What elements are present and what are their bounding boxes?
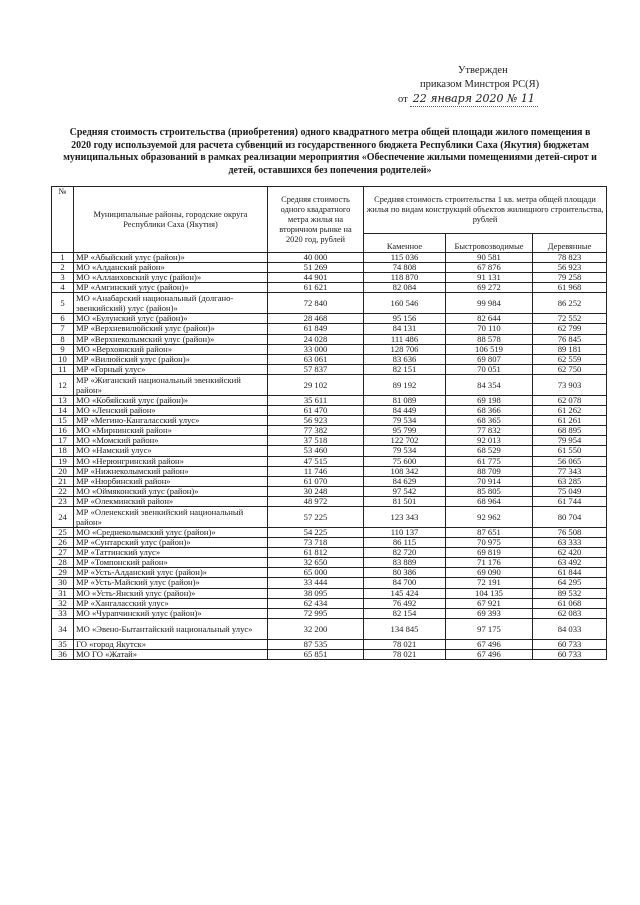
table-row bbox=[52, 395, 607, 405]
row-wood-cost: 62 083 bbox=[533, 608, 607, 618]
row-name: МР «Олекминский район» bbox=[74, 496, 268, 506]
row-stone-cost: 115 036 bbox=[364, 253, 446, 263]
row-name: МР «Верхнеколымский улус (район)» bbox=[74, 334, 268, 344]
row-wood-cost: 73 903 bbox=[533, 374, 607, 395]
table-row bbox=[52, 446, 607, 456]
row-secondary-cost: 28 468 bbox=[268, 314, 364, 324]
row-wood-cost: 79 954 bbox=[533, 436, 607, 446]
header-name: Муниципальные районы, городские округа Республики Саха (Якутия) bbox=[74, 187, 268, 253]
row-name: МР «Усть-Майский улус (район)» bbox=[74, 578, 268, 588]
row-stone-cost: 134 845 bbox=[364, 618, 446, 639]
row-fast-cost: 68 366 bbox=[446, 406, 533, 416]
table-row bbox=[52, 618, 607, 639]
row-wood-cost: 86 252 bbox=[533, 293, 607, 314]
row-wood-cost: 76 508 bbox=[533, 527, 607, 537]
row-wood-cost: 61 968 bbox=[533, 283, 607, 293]
row-fast-cost: 104 135 bbox=[446, 588, 533, 598]
row-number: 7 bbox=[52, 324, 74, 334]
row-number: 9 bbox=[52, 344, 74, 354]
row-fast-cost: 97 175 bbox=[446, 618, 533, 639]
row-fast-cost: 69 272 bbox=[446, 283, 533, 293]
row-stone-cost: 82 720 bbox=[364, 548, 446, 558]
row-name: МР «Нюрбинский район» bbox=[74, 476, 268, 486]
row-fast-cost: 87 651 bbox=[446, 527, 533, 537]
row-stone-cost: 95 156 bbox=[364, 314, 446, 324]
row-fast-cost: 99 984 bbox=[446, 293, 533, 314]
row-secondary-cost: 61 621 bbox=[268, 283, 364, 293]
row-wood-cost: 56 923 bbox=[533, 263, 607, 273]
table-row bbox=[52, 374, 607, 395]
row-secondary-cost: 37 518 bbox=[268, 436, 364, 446]
row-number: 22 bbox=[52, 486, 74, 496]
row-wood-cost: 63 492 bbox=[533, 558, 607, 568]
row-number: 32 bbox=[52, 598, 74, 608]
table-row bbox=[52, 406, 607, 416]
row-fast-cost: 69 393 bbox=[446, 608, 533, 618]
row-stone-cost: 78 021 bbox=[364, 639, 446, 649]
row-secondary-cost: 48 972 bbox=[268, 496, 364, 506]
row-fast-cost: 84 354 bbox=[446, 374, 533, 395]
row-fast-cost: 67 496 bbox=[446, 639, 533, 649]
row-secondary-cost: 29 102 bbox=[268, 374, 364, 395]
row-number: 11 bbox=[52, 364, 74, 374]
row-number: 31 bbox=[52, 588, 74, 598]
row-number: 30 bbox=[52, 578, 74, 588]
table-row bbox=[52, 538, 607, 548]
row-secondary-cost: 61 812 bbox=[268, 548, 364, 558]
table-row bbox=[52, 588, 607, 598]
row-stone-cost: 82 151 bbox=[364, 364, 446, 374]
row-stone-cost: 111 486 bbox=[364, 334, 446, 344]
row-secondary-cost: 61 849 bbox=[268, 324, 364, 334]
row-secondary-cost: 33 444 bbox=[268, 578, 364, 588]
table-row bbox=[52, 558, 607, 568]
row-wood-cost: 89 181 bbox=[533, 344, 607, 354]
row-wood-cost: 61 261 bbox=[533, 416, 607, 426]
table-row bbox=[52, 456, 607, 466]
row-fast-cost: 61 775 bbox=[446, 456, 533, 466]
table-row bbox=[52, 506, 607, 527]
row-fast-cost: 72 191 bbox=[446, 578, 533, 588]
row-number: 12 bbox=[52, 374, 74, 395]
row-wood-cost: 60 733 bbox=[533, 649, 607, 659]
row-wood-cost: 64 295 bbox=[533, 578, 607, 588]
row-fast-cost: 92 962 bbox=[446, 506, 533, 527]
row-stone-cost: 118 870 bbox=[364, 273, 446, 283]
approval-date-prefix: от bbox=[398, 94, 408, 105]
row-name: МР «Верхневилюйский улус (район)» bbox=[74, 324, 268, 334]
row-number: 16 bbox=[52, 426, 74, 436]
row-secondary-cost: 40 000 bbox=[268, 253, 364, 263]
row-secondary-cost: 62 434 bbox=[268, 598, 364, 608]
row-stone-cost: 108 342 bbox=[364, 466, 446, 476]
row-secondary-cost: 72 995 bbox=[268, 608, 364, 618]
approval-stamp bbox=[398, 64, 598, 107]
row-wood-cost: 75 049 bbox=[533, 486, 607, 496]
row-number: 35 bbox=[52, 639, 74, 649]
row-wood-cost: 62 420 bbox=[533, 548, 607, 558]
row-secondary-cost: 65 851 bbox=[268, 649, 364, 659]
row-stone-cost: 79 534 bbox=[364, 416, 446, 426]
table-row bbox=[52, 568, 607, 578]
table-row bbox=[52, 476, 607, 486]
row-secondary-cost: 73 718 bbox=[268, 538, 364, 548]
row-secondary-cost: 63 061 bbox=[268, 354, 364, 364]
row-stone-cost: 128 706 bbox=[364, 344, 446, 354]
table-row bbox=[52, 273, 607, 283]
row-wood-cost: 76 845 bbox=[533, 334, 607, 344]
row-secondary-cost: 32 200 bbox=[268, 618, 364, 639]
table-row bbox=[52, 578, 607, 588]
row-stone-cost: 81 089 bbox=[364, 395, 446, 405]
header-stone: Каменное bbox=[364, 234, 446, 253]
row-secondary-cost: 57 837 bbox=[268, 364, 364, 374]
row-stone-cost: 82 084 bbox=[364, 283, 446, 293]
row-wood-cost: 62 799 bbox=[533, 324, 607, 334]
header-fast: Быстровозводимые bbox=[446, 234, 533, 253]
row-stone-cost: 76 492 bbox=[364, 598, 446, 608]
row-number: 17 bbox=[52, 436, 74, 446]
row-fast-cost: 70 975 bbox=[446, 538, 533, 548]
row-stone-cost: 86 115 bbox=[364, 538, 446, 548]
row-name: МО «Булунский улус (район)» bbox=[74, 314, 268, 324]
row-fast-cost: 92 013 bbox=[446, 436, 533, 446]
row-stone-cost: 80 386 bbox=[364, 568, 446, 578]
row-secondary-cost: 87 535 bbox=[268, 639, 364, 649]
row-stone-cost: 79 534 bbox=[364, 446, 446, 456]
row-fast-cost: 68 529 bbox=[446, 446, 533, 456]
row-number: 4 bbox=[52, 283, 74, 293]
row-number: 20 bbox=[52, 466, 74, 476]
header-secondary-market: Средняя стоимость одного квадратного метра жилья на вторичном рынке на 2020 год, рублей bbox=[268, 187, 364, 253]
row-number: 19 bbox=[52, 456, 74, 466]
row-wood-cost: 77 343 bbox=[533, 466, 607, 476]
row-secondary-cost: 38 095 bbox=[268, 588, 364, 598]
row-name: МО «Эвено-Бытантайский национальный улус» bbox=[74, 618, 268, 639]
row-wood-cost: 62 750 bbox=[533, 364, 607, 374]
row-fast-cost: 88 578 bbox=[446, 334, 533, 344]
row-fast-cost: 70 914 bbox=[446, 476, 533, 486]
row-number: 1 bbox=[52, 253, 74, 263]
row-stone-cost: 78 021 bbox=[364, 649, 446, 659]
row-name: МР «Оленекский эвенкийский национальный район» bbox=[74, 506, 268, 527]
row-name: МО «Момский район» bbox=[74, 436, 268, 446]
row-wood-cost: 61 844 bbox=[533, 568, 607, 578]
row-stone-cost: 82 154 bbox=[364, 608, 446, 618]
row-fast-cost: 68 964 bbox=[446, 496, 533, 506]
row-secondary-cost: 77 382 bbox=[268, 426, 364, 436]
table-row bbox=[52, 364, 607, 374]
row-name: МР «Абыйский улус (район)» bbox=[74, 253, 268, 263]
row-name: МО «Оймяконский улус (район)» bbox=[74, 486, 268, 496]
table-row bbox=[52, 608, 607, 618]
row-number: 34 bbox=[52, 618, 74, 639]
row-fast-cost: 69 090 bbox=[446, 568, 533, 578]
approval-handwritten-date: 22 января 2020 № 11 bbox=[410, 92, 538, 107]
row-number: 28 bbox=[52, 558, 74, 568]
row-wood-cost: 61 744 bbox=[533, 496, 607, 506]
row-number: 27 bbox=[52, 548, 74, 558]
table-row bbox=[52, 253, 607, 263]
row-wood-cost: 60 733 bbox=[533, 639, 607, 649]
row-secondary-cost: 51 269 bbox=[268, 263, 364, 273]
row-number: 10 bbox=[52, 354, 74, 364]
row-secondary-cost: 65 000 bbox=[268, 568, 364, 578]
row-name: МО «Анабарский национальный (долгано-эвенкийский) улус (район)» bbox=[74, 293, 268, 314]
row-stone-cost: 84 700 bbox=[364, 578, 446, 588]
row-number: 36 bbox=[52, 649, 74, 659]
row-number: 33 bbox=[52, 608, 74, 618]
row-stone-cost: 89 192 bbox=[364, 374, 446, 395]
row-number: 23 bbox=[52, 496, 74, 506]
table-row bbox=[52, 486, 607, 496]
row-name: МР «Таттинский улус» bbox=[74, 548, 268, 558]
row-wood-cost: 61 262 bbox=[533, 406, 607, 416]
table-row bbox=[52, 436, 607, 446]
row-secondary-cost: 61 470 bbox=[268, 406, 364, 416]
row-wood-cost: 68 895 bbox=[533, 426, 607, 436]
row-wood-cost: 80 704 bbox=[533, 506, 607, 527]
row-name: МО «Алданский район» bbox=[74, 263, 268, 273]
row-stone-cost: 97 542 bbox=[364, 486, 446, 496]
table-row bbox=[52, 496, 607, 506]
row-number: 21 bbox=[52, 476, 74, 486]
row-fast-cost: 69 198 bbox=[446, 395, 533, 405]
row-stone-cost: 110 137 bbox=[364, 527, 446, 537]
row-number: 24 bbox=[52, 506, 74, 527]
row-fast-cost: 106 519 bbox=[446, 344, 533, 354]
header-construction-group: Средняя стоимость строительства 1 кв. метра общей площади жилья по видам конструкций объектов жилищного строительства, рублей bbox=[364, 187, 607, 234]
row-wood-cost: 63 333 bbox=[533, 538, 607, 548]
row-stone-cost: 84 449 bbox=[364, 406, 446, 416]
row-fast-cost: 67 921 bbox=[446, 598, 533, 608]
row-secondary-cost: 11 746 bbox=[268, 466, 364, 476]
table-row bbox=[52, 548, 607, 558]
row-wood-cost: 79 258 bbox=[533, 273, 607, 283]
row-name: МР «Вилюйский улус (район)» bbox=[74, 354, 268, 364]
row-stone-cost: 83 636 bbox=[364, 354, 446, 364]
table-row bbox=[52, 263, 607, 273]
row-name: МР «Сунтарский улус (район)» bbox=[74, 538, 268, 548]
row-name: МО «Кобяйский улус (район)» bbox=[74, 395, 268, 405]
row-stone-cost: 75 600 bbox=[364, 456, 446, 466]
table-row bbox=[52, 649, 607, 659]
table-row bbox=[52, 466, 607, 476]
row-number: 3 bbox=[52, 273, 74, 283]
row-fast-cost: 85 805 bbox=[446, 486, 533, 496]
row-secondary-cost: 53 460 bbox=[268, 446, 364, 456]
row-secondary-cost: 56 923 bbox=[268, 416, 364, 426]
row-fast-cost: 71 176 bbox=[446, 558, 533, 568]
row-name: МО «Нерюнгринский район» bbox=[74, 456, 268, 466]
row-wood-cost: 78 823 bbox=[533, 253, 607, 263]
row-stone-cost: 123 343 bbox=[364, 506, 446, 527]
row-number: 6 bbox=[52, 314, 74, 324]
row-wood-cost: 56 065 bbox=[533, 456, 607, 466]
row-wood-cost: 63 285 bbox=[533, 476, 607, 486]
row-secondary-cost: 24 028 bbox=[268, 334, 364, 344]
row-name: МО «Намский улус» bbox=[74, 446, 268, 456]
row-stone-cost: 160 546 bbox=[364, 293, 446, 314]
row-stone-cost: 122 702 bbox=[364, 436, 446, 446]
row-wood-cost: 84 033 bbox=[533, 618, 607, 639]
row-name: МО «Верхоянский район» bbox=[74, 344, 268, 354]
table-row bbox=[52, 598, 607, 608]
row-wood-cost: 61 550 bbox=[533, 446, 607, 456]
row-number: 8 bbox=[52, 334, 74, 344]
row-name: МР «Амгинский улус (район)» bbox=[74, 283, 268, 293]
row-name: МР «Мегино-Кангаласский улус» bbox=[74, 416, 268, 426]
table-row bbox=[52, 426, 607, 436]
table-row bbox=[52, 283, 607, 293]
cost-table bbox=[51, 186, 607, 660]
header-wood: Деревянные bbox=[533, 234, 607, 253]
table-row bbox=[52, 334, 607, 344]
row-fast-cost: 90 581 bbox=[446, 253, 533, 263]
row-fast-cost: 69 807 bbox=[446, 354, 533, 364]
row-name: МР «Нижнеколымский район» bbox=[74, 466, 268, 476]
row-secondary-cost: 44 901 bbox=[268, 273, 364, 283]
row-secondary-cost: 72 840 bbox=[268, 293, 364, 314]
row-number: 2 bbox=[52, 263, 74, 273]
row-number: 15 bbox=[52, 416, 74, 426]
row-name: МР «Горный улус» bbox=[74, 364, 268, 374]
row-stone-cost: 83 889 bbox=[364, 558, 446, 568]
row-name: МР «Томпонский район» bbox=[74, 558, 268, 568]
row-secondary-cost: 35 611 bbox=[268, 395, 364, 405]
row-name: МО «Ленский район» bbox=[74, 406, 268, 416]
row-number: 29 bbox=[52, 568, 74, 578]
row-number: 14 bbox=[52, 406, 74, 416]
row-secondary-cost: 57 225 bbox=[268, 506, 364, 527]
row-secondary-cost: 54 225 bbox=[268, 527, 364, 537]
row-fast-cost: 70 051 bbox=[446, 364, 533, 374]
row-name: МО «Мирнинский район» bbox=[74, 426, 268, 436]
approval-line-2: приказом Минстроя РС(Я) bbox=[420, 79, 540, 90]
table-row bbox=[52, 354, 607, 364]
row-stone-cost: 74 808 bbox=[364, 263, 446, 273]
row-stone-cost: 145 424 bbox=[364, 588, 446, 598]
row-fast-cost: 82 644 bbox=[446, 314, 533, 324]
row-secondary-cost: 47 515 bbox=[268, 456, 364, 466]
row-fast-cost: 69 819 bbox=[446, 548, 533, 558]
row-stone-cost: 84 629 bbox=[364, 476, 446, 486]
row-wood-cost: 62 078 bbox=[533, 395, 607, 405]
row-number: 18 bbox=[52, 446, 74, 456]
row-fast-cost: 67 496 bbox=[446, 649, 533, 659]
row-number: 25 bbox=[52, 527, 74, 537]
header-num: № bbox=[52, 187, 74, 253]
row-name: МО «Среднеколымский улус (район)» bbox=[74, 527, 268, 537]
document-title: Средняя стоимость строительства (приобретения) одного квадратного метра общей площади жилого помещения в 2020 году используемой для расчета субвенций из государственного бюджета Республики Саха (Якутия) бюджетам муниципальных образований в рамках реализации мероприятия «Обеспечение жилыми помещениями детей-сирот и детей, оставшихся без попечения родителей» bbox=[63, 127, 597, 176]
row-fast-cost: 91 131 bbox=[446, 273, 533, 283]
table-row bbox=[52, 416, 607, 426]
row-secondary-cost: 61 070 bbox=[268, 476, 364, 486]
table-body bbox=[52, 253, 607, 660]
table-row bbox=[52, 293, 607, 314]
table-row bbox=[52, 324, 607, 334]
row-name: МО «Усть-Янский улус (район)» bbox=[74, 588, 268, 598]
row-secondary-cost: 33 000 bbox=[268, 344, 364, 354]
row-stone-cost: 95 799 bbox=[364, 426, 446, 436]
row-fast-cost: 68 365 bbox=[446, 416, 533, 426]
row-name: МО «Чурапчинский улус (район)» bbox=[74, 608, 268, 618]
table-row bbox=[52, 639, 607, 649]
row-stone-cost: 84 131 bbox=[364, 324, 446, 334]
row-name: МР «Жиганский национальный эвенкийский район» bbox=[74, 374, 268, 395]
table-row bbox=[52, 314, 607, 324]
table-row bbox=[52, 344, 607, 354]
row-number: 13 bbox=[52, 395, 74, 405]
row-fast-cost: 88 709 bbox=[446, 466, 533, 476]
row-fast-cost: 67 876 bbox=[446, 263, 533, 273]
row-wood-cost: 62 559 bbox=[533, 354, 607, 364]
approval-line-3 bbox=[398, 92, 598, 107]
row-number: 5 bbox=[52, 293, 74, 314]
row-name: МР «Усть-Алданский улус (район)» bbox=[74, 568, 268, 578]
row-fast-cost: 70 110 bbox=[446, 324, 533, 334]
table-row bbox=[52, 527, 607, 537]
row-stone-cost: 81 501 bbox=[364, 496, 446, 506]
row-secondary-cost: 30 248 bbox=[268, 486, 364, 496]
row-name: МО ГО «Жатай» bbox=[74, 649, 268, 659]
row-name: МР «Хангаласский улус» bbox=[74, 598, 268, 608]
row-secondary-cost: 32 650 bbox=[268, 558, 364, 568]
row-name: МО «Аллаиховский улус (район)» bbox=[74, 273, 268, 283]
row-wood-cost: 61 068 bbox=[533, 598, 607, 608]
row-wood-cost: 72 552 bbox=[533, 314, 607, 324]
row-fast-cost: 77 832 bbox=[446, 426, 533, 436]
row-wood-cost: 89 532 bbox=[533, 588, 607, 598]
approval-line-1: Утвержден bbox=[458, 65, 508, 76]
row-number: 26 bbox=[52, 538, 74, 548]
row-name: ГО «город Якутск» bbox=[74, 639, 268, 649]
